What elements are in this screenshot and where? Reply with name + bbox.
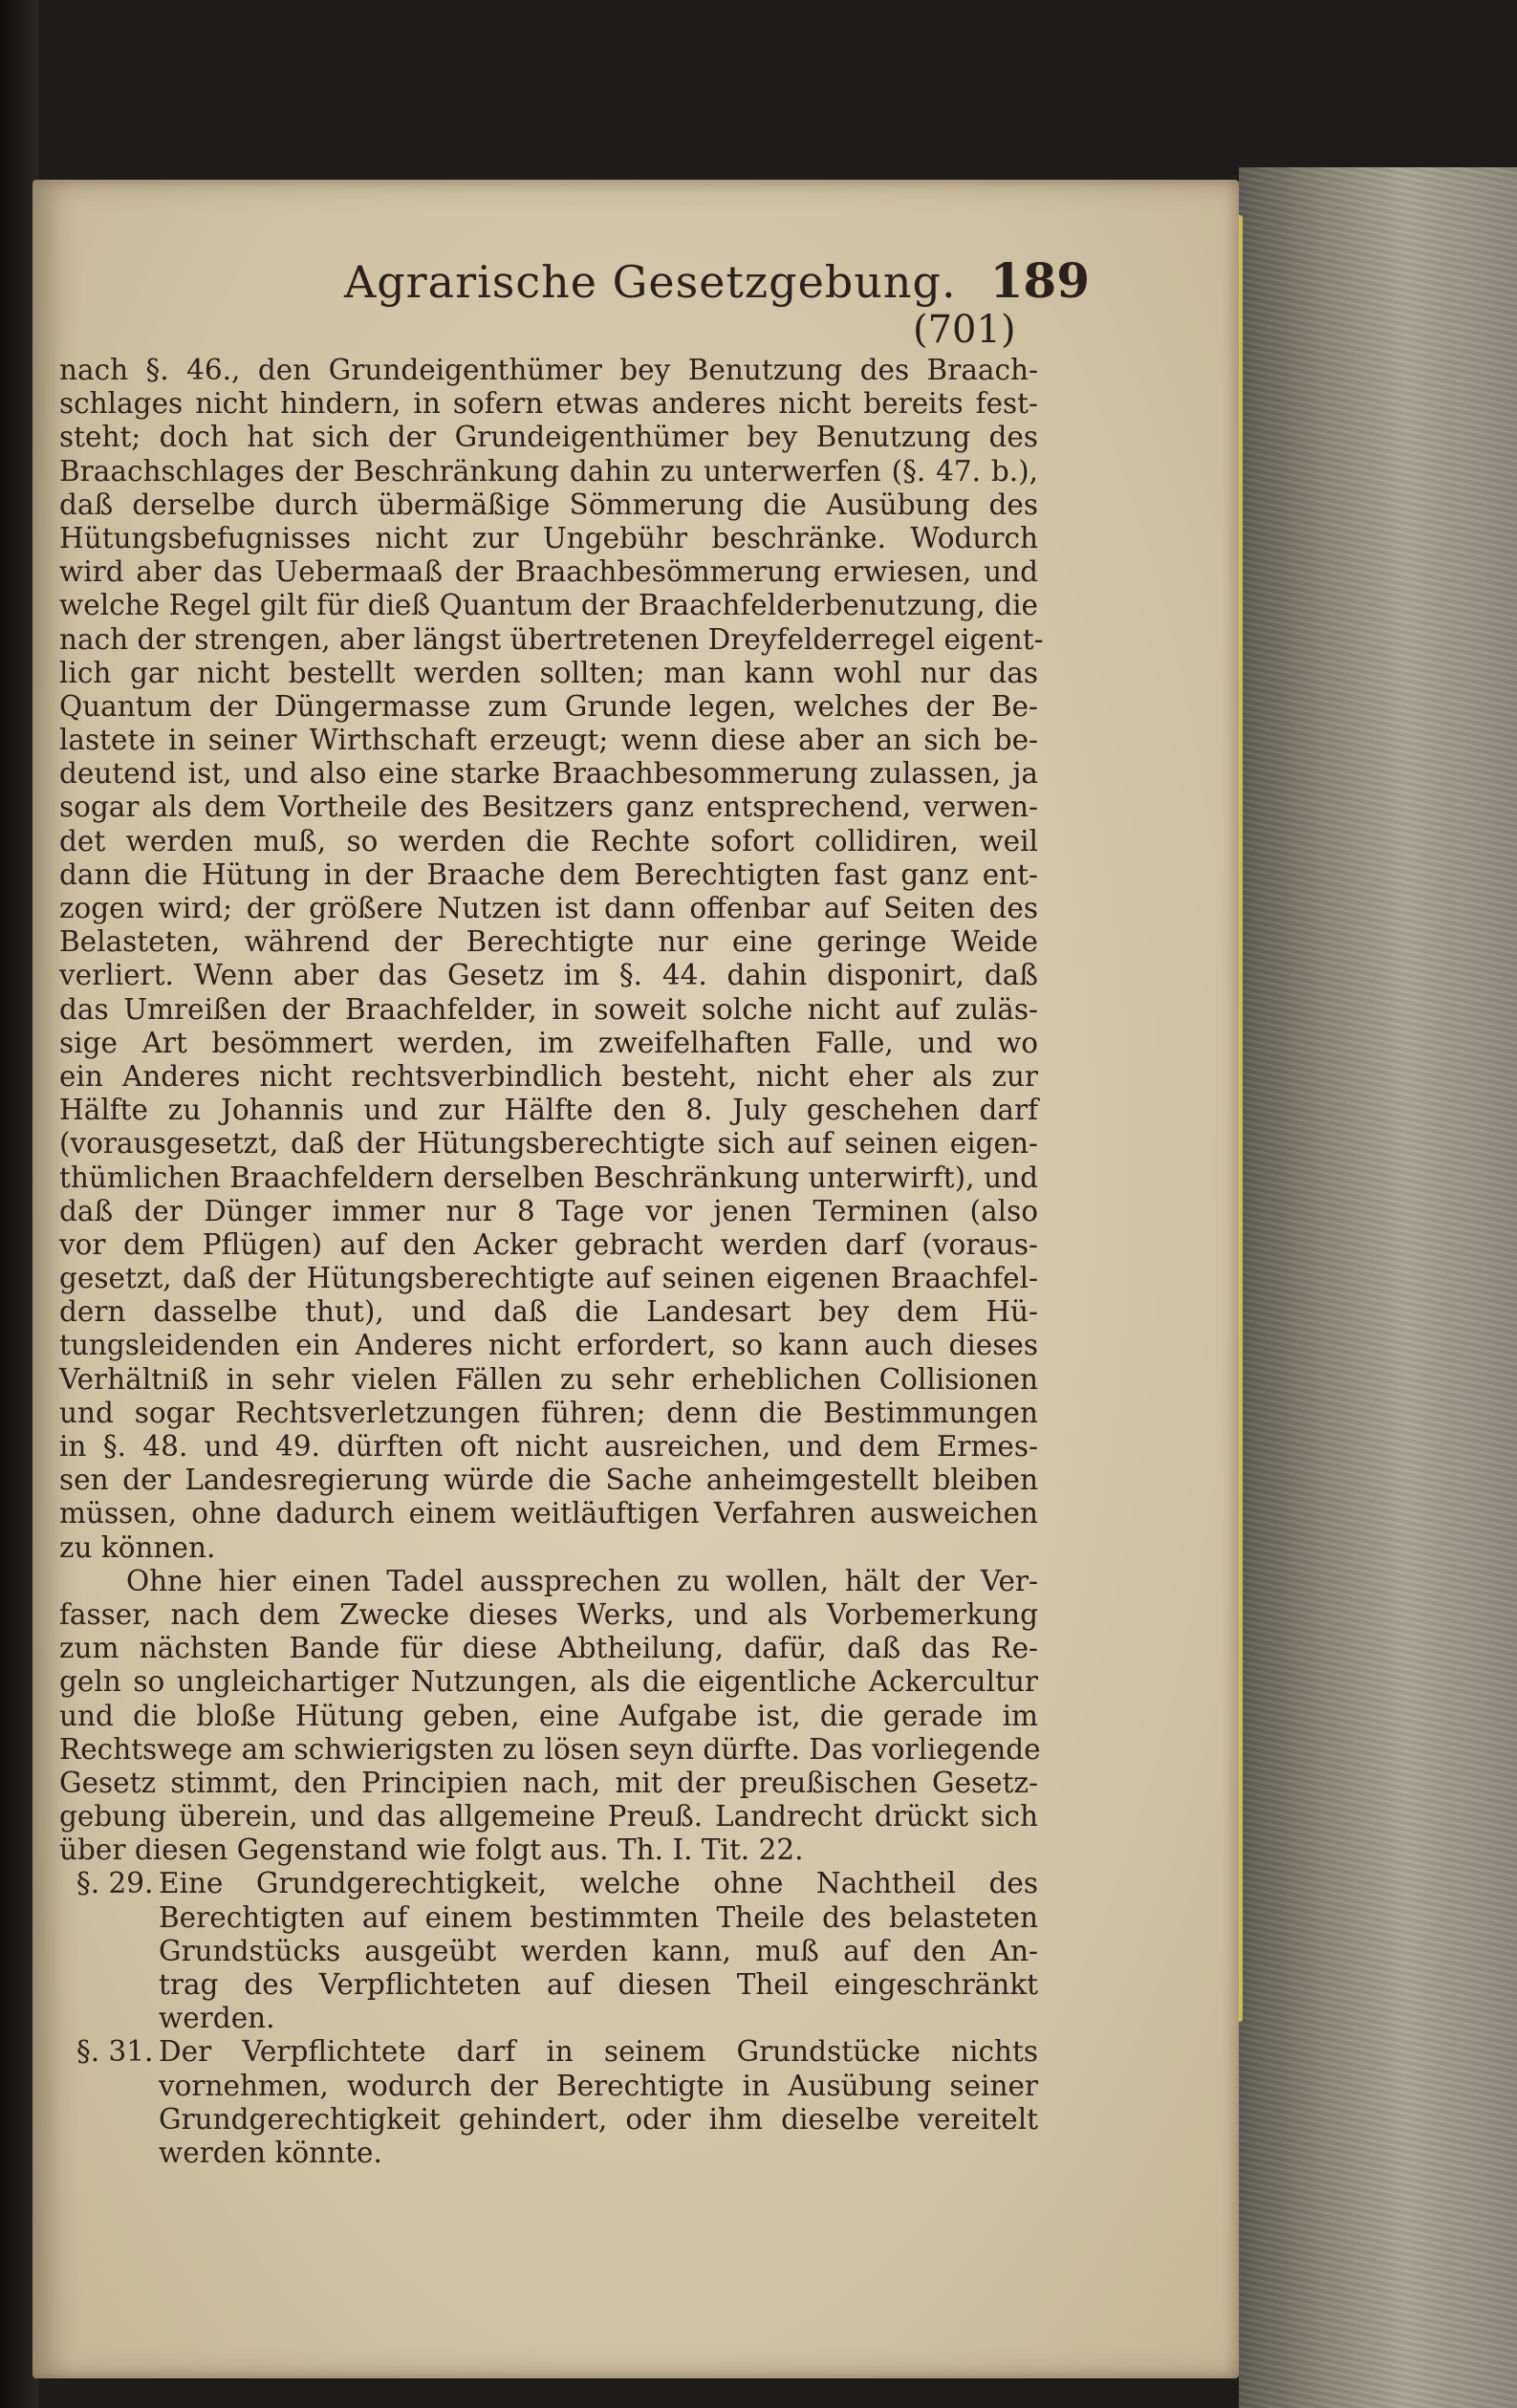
text-line: sen der Landesregierung würde die Sache anheimgestellt bleiben: [59, 1464, 1038, 1497]
text-line: ein Anderes nicht rechtsverbindlich besteht, nicht eher als zur: [59, 1059, 1038, 1093]
body-text: [59, 354, 1044, 2170]
text-line: lich gar nicht bestellt werden sollten; man kann wohl nur das: [59, 656, 1038, 689]
text-line: dann die Hütung in der Braache dem Berechtigten fast ganz ent-: [59, 857, 1038, 891]
text-line: müssen, ohne dadurch einem weitläuftigen Verfahren ausweichen: [59, 1497, 1038, 1530]
text-line: Ohne hier einen Tadel aussprechen zu wollen, hält der Ver-: [126, 1564, 1038, 1597]
text-line: das Umreißen der Braachfelder, in soweit solche nicht auf zuläs-: [59, 992, 1038, 1026]
text-line: zogen wird; der größere Nutzen ist dann offenbar auf Seiten des: [59, 892, 1038, 924]
code-section: [59, 2035, 1038, 2170]
text-line: dern dasselbe thut), und daß die Landesart bey dem Hü-: [59, 1295, 1038, 1329]
text-line: daß der Dünger immer nur 8 Tage vor jenen Terminen (also: [59, 1194, 1038, 1227]
text-line: lastete in seiner Wirthschaft erzeugt; wenn diese aber an sich be-: [59, 724, 1038, 757]
text-line: nach §. 46., den Grundeigenthümer bey Benutzung des Braach-: [59, 354, 1038, 386]
text-line: Verhältniß in sehr vielen Fällen zu sehr erheblichen Collisionen: [59, 1362, 1038, 1396]
text-line: fasser, nach dem Zwecke dieses Werks, und als Vorbemerkung: [59, 1597, 1038, 1631]
text-line: sogar als dem Vortheile des Besitzers ganz entsprechend, verwen-: [59, 791, 1038, 824]
page-number: 189: [989, 252, 1090, 309]
text-line: Quantum der Düngermasse zum Grunde legen, welches der Be-: [59, 689, 1038, 723]
text-line: Belasteten, während der Berechtigte nur eine geringe Weide: [59, 925, 1038, 959]
text-line: daß derselbe durch übermäßige Sömmerung die Ausübung des: [59, 488, 1038, 521]
text-line: Hälfte zu Johannis und zur Hälfte den 8. July geschehen darf: [59, 1094, 1038, 1127]
signature-number: (701): [913, 308, 1016, 352]
text-line: gesetzt, daß der Hütungsberechtigte auf seinen eigenen Braachfel-: [59, 1262, 1038, 1295]
paragraph-2: [59, 1564, 1041, 1868]
text-line: Grundgerechtigkeit gehindert, oder ihm dieselbe vereitelt: [159, 2102, 1038, 2136]
text-line: welche Regel gilt für dieß Quantum der Braachfelderbenutzung, die: [59, 589, 1038, 622]
text-line: schlages nicht hindern, in sofern etwas anderes nicht bereits fest-: [59, 387, 1038, 421]
text-line: sige Art besömmert werden, im zweifelhaften Falle, und wo: [59, 1026, 1038, 1059]
text-line: zum nächsten Bande für diese Abtheilung, dafür, daß das Re-: [59, 1632, 1038, 1665]
text-line: und sogar Rechtsverletzungen führen; denn die Bestimmungen: [59, 1396, 1038, 1429]
text-line: Hütungsbefugnisses nicht zur Ungebühr beschränke. Wodurch: [59, 521, 1038, 554]
running-title: Agrarische Gesetzgebung.: [344, 256, 957, 308]
text-line: vor dem Pflügen) auf den Acker gebracht werden darf (voraus-: [59, 1227, 1038, 1261]
text-line: Der Verpflichtete darf in seinem Grundstücke nichts: [159, 2035, 1038, 2069]
text-line: gebung überein, und das allgemeine Preuß. Landrecht drückt sich: [59, 1800, 1038, 1833]
text-line: Braachschlages der Beschränkung dahin zu unterwerfen (§. 47. b.),: [59, 454, 1038, 488]
text-line: Berechtigten auf einem bestimmten Theile des belasteten: [159, 1900, 1038, 1934]
text-line: geln so ungleichartiger Nutzungen, als die eigentliche Ackercultur: [59, 1665, 1038, 1699]
text-line: (vorausgesetzt, daß der Hütungsberechtigte sich auf seinen eigen-: [59, 1127, 1038, 1161]
text-line: in §. 48. und 49. dürften oft nicht ausreichen, und dem Ermes-: [59, 1430, 1038, 1463]
text-line: Gesetz stimmt, den Principien nach, mit der preußischen Gesetz-: [59, 1766, 1038, 1799]
section-number: §. 31.: [76, 2035, 154, 2069]
text-line: über diesen Gegenstand wie folgt aus. Th. I. Tit. 22.: [59, 1833, 804, 1867]
text-line: zu können.: [59, 1530, 216, 1564]
text-line: deutend ist, und also eine starke Braachbesommerung zulassen, ja: [59, 757, 1038, 791]
text-line: wird aber das Uebermaaß der Braachbesömmerung erwiesen, und: [59, 555, 1038, 589]
text-line: werden.: [159, 2002, 275, 2035]
text-line: det werden muß, so werden die Rechte sofort collidiren, weil: [59, 824, 1038, 857]
text-line: trag des Verpflichteten auf diesen Theil eingeschränkt: [159, 1968, 1038, 2001]
text-line: vornehmen, wodurch der Berechtigte in Ausübung seiner: [159, 2069, 1038, 2102]
code-section: [59, 1867, 1038, 2035]
text-line: Rechtswege am schwierigsten zu lösen seyn dürfte. Das vorliegende: [59, 1732, 1041, 1766]
text-line: thümlichen Braachfeldern derselben Beschränkung unterwirft), und: [59, 1161, 1038, 1194]
text-line: verliert. Wenn aber das Gesetz im §. 44. dahin disponirt, daß: [59, 959, 1038, 992]
text-line: und die bloße Hütung geben, eine Aufgabe ist, die gerade im: [59, 1699, 1038, 1732]
text-line: Eine Grundgerechtigkeit, welche ohne Nachtheil des: [159, 1867, 1038, 1900]
paragraph-1: [59, 354, 1044, 1565]
cover-texture: [1239, 167, 1517, 2408]
quoted-sections: [59, 1867, 1038, 2170]
text-line: nach der strengen, aber längst übertretenen Dreyfelderregel eigent-: [59, 622, 1044, 656]
text-line: tungsleidenden ein Anderes nicht erfordert, so kann auch dieses: [59, 1329, 1038, 1362]
text-line: Grundstücks ausgeübt werden kann, muß auf den An-: [159, 1934, 1038, 1967]
section-number: §. 29.: [76, 1867, 154, 1900]
text-line: werden könnte.: [159, 2136, 382, 2169]
text-line: steht; doch hat sich der Grundeigenthümer bey Benutzung des: [59, 421, 1038, 454]
